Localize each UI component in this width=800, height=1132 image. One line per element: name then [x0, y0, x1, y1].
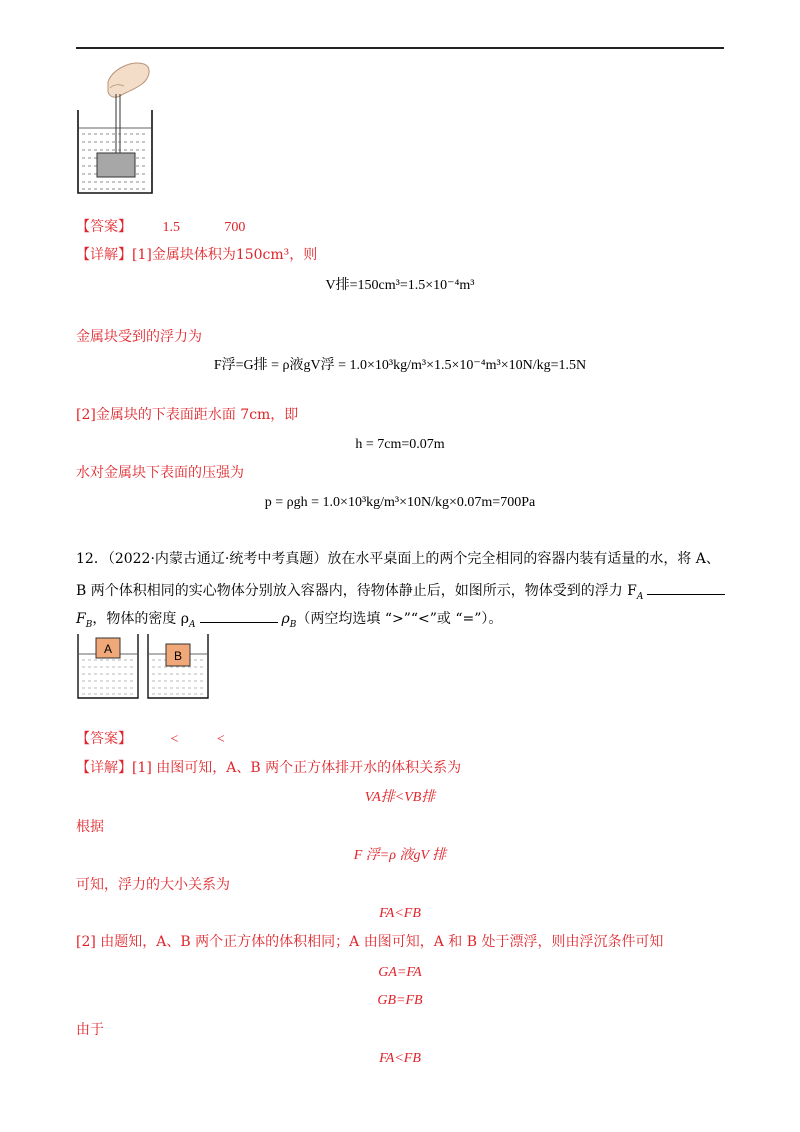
eq-f2: FA<FB	[379, 1051, 421, 1066]
eq-buoyancy: F浮=G排 = ρ液gV浮 = 1.0×10³kg/m³×1.5×10⁻⁴m³×10N/kg=1.5N	[213, 358, 587, 373]
stem-line2-text: B 两个体积相同的实心物体分别放入容器内，待物体静止后，如图所示，物体受到的浮力 F	[76, 583, 637, 599]
q12-stem-line3	[76, 608, 502, 634]
q12-detail-1	[76, 759, 461, 777]
block-a-label: A	[103, 642, 113, 656]
metal-block	[97, 153, 135, 177]
known: 可知，浮力的大小关系为	[76, 877, 230, 893]
q12-detail-2: [2] 由题知，A、B 两个正方体的体积相同；A 由图可知，A 和 B 处于漂浮，则由浮沉条件可知	[76, 934, 664, 950]
answer-2: 700	[224, 220, 246, 235]
detail-label: 【详解】	[76, 247, 132, 263]
line3-mid: ，物体的密度 ρ	[92, 611, 190, 627]
question-source: （2022·内蒙古通辽·统考中考真题）	[107, 551, 328, 567]
line3-f-sub: B	[85, 619, 93, 630]
line3-rho-sub: B	[289, 619, 297, 630]
detail-label: 【详解】	[76, 760, 132, 776]
q12-answer-line	[76, 730, 225, 749]
answer-label: 【答案】	[76, 219, 132, 235]
eq-f: FA<FB	[379, 906, 421, 921]
q11-answer-line	[76, 218, 245, 237]
answer-1: <	[170, 732, 179, 747]
stem-line2-sub: A	[636, 591, 644, 602]
question-number: 12．	[76, 551, 108, 567]
blank-1[interactable]	[647, 580, 725, 595]
since: 由于	[76, 1022, 104, 1038]
beaker-hand-figure	[70, 58, 160, 198]
detail-1-text: [1] 由图可知，A、B 两个正方体排开水的体积关系为	[132, 760, 462, 776]
line3-end: （两空均选填 “>”“<”或 “=”）。	[296, 611, 503, 627]
eq-depth: h = 7cm=0.07m	[355, 437, 445, 452]
answer-label: 【答案】	[76, 731, 132, 747]
q12-stem-line1	[76, 550, 720, 568]
according: 根据	[76, 819, 104, 835]
depth-intro: [2]金属块的下表面距水面 7cm，即	[76, 407, 299, 423]
two-containers-figure	[70, 632, 220, 702]
detail-intro: [1]金属块体积为150cm³，则	[132, 247, 318, 263]
eq-volume: V排=150cm³=1.5×10⁻⁴m³	[325, 278, 475, 293]
eq-formula: F 浮=ρ 液gV 排	[353, 848, 447, 863]
buoyancy-intro: 金属块受到的浮力为	[76, 329, 202, 345]
stem-line1-text: 放在水平桌面上的两个完全相同的容器内装有适量的水，将 A、	[327, 551, 720, 567]
answer-2: <	[216, 732, 225, 747]
q12-stem-line2	[76, 580, 725, 606]
blank-2[interactable]	[200, 608, 278, 623]
block-b-label: B	[173, 649, 183, 663]
eq-pressure: p = ρgh = 1.0×10³kg/m³×10N/kg×0.07m=700Pa	[264, 495, 536, 510]
hand-icon	[108, 63, 149, 97]
line3-rho: ρ	[281, 611, 290, 627]
line3-f: F	[76, 611, 86, 627]
eq-ga: GA=FA	[378, 965, 422, 980]
eq-v: VA排<VB排	[364, 790, 436, 805]
answer-1: 1.5	[162, 220, 180, 235]
q11-detail-line	[76, 246, 317, 264]
pressure-intro: 水对金属块下表面的压强为	[76, 465, 244, 481]
eq-gb: GB=FB	[377, 993, 423, 1008]
header-rule	[76, 47, 724, 49]
line3-mid-sub: A	[189, 619, 196, 630]
